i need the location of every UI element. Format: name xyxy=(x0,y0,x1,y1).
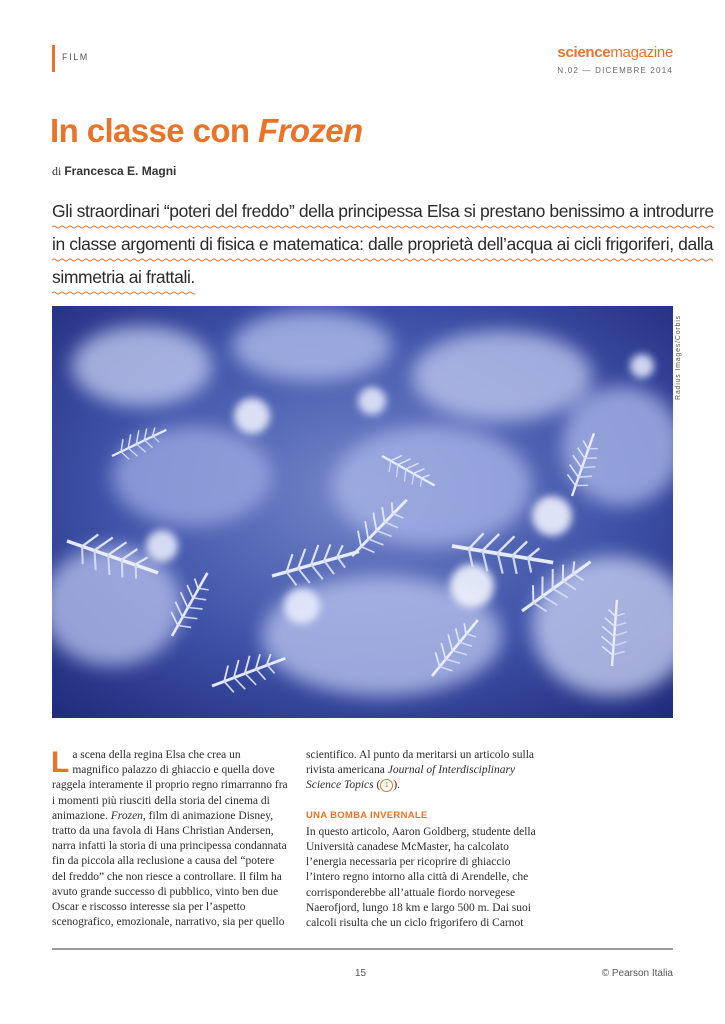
byline xyxy=(52,164,176,179)
title-text: In classe con xyxy=(50,112,259,149)
title-film-name: Frozen xyxy=(258,112,363,149)
brand-light: magazine xyxy=(610,44,673,61)
reference-link-icon[interactable]: 1 xyxy=(380,779,393,792)
frost-crystals-image xyxy=(52,306,673,718)
brand-bold: science xyxy=(557,44,611,61)
section-accent-bar xyxy=(52,45,55,72)
article-title xyxy=(50,112,363,150)
body-column-1 xyxy=(52,748,289,930)
body-paragraph xyxy=(52,748,289,930)
footer-rule xyxy=(52,948,673,950)
lede-line: simmetria ai frattali. xyxy=(52,262,195,295)
frost-crystals-photo xyxy=(52,306,673,718)
body-column-2 xyxy=(306,748,543,931)
publisher-credit: © Pearson Italia xyxy=(601,968,673,979)
body-text: , film di animazione Disney, tratto da una favola di Hans Christian Andersen, narra infatti la storia di una principessa condannata fin da piccola alla reclusione a causa del “potere del freddo” che non riesce a controllare. Il film ha avuto grande successo di pubblico, vinto ben due Oscar e riscosso interesse sia per l’aspetto scenografico, emozionale, narrativo, sia per quello xyxy=(52,809,287,929)
page-number: 15 xyxy=(355,968,367,979)
article-lede xyxy=(52,196,714,295)
journal-name: Journal of Interdisciplinary Science Topics xyxy=(306,764,516,792)
section-label: FILM xyxy=(62,52,89,62)
magazine-logo xyxy=(557,44,673,61)
lede-line: in classe argomenti di fisica e matematica: dalle proprietà dell’acqua ai cicli frigoriferi, dalla xyxy=(52,229,713,262)
film-title-inline: Frozen xyxy=(110,809,143,822)
photo-credit-wrap xyxy=(675,315,685,400)
body-text: a scena della regina Elsa che crea un magnifico palazzo di ghiaccio e quella dove raggela interamente il proprio regno rimarranno fra i momenti più riusciti della storia del cinema di animazione. xyxy=(52,749,288,822)
body-paragraph: In questo articolo, Aaron Goldberg, studente della Università canadese McMaster, ha calcolato l’energia necessaria per ricoprire di ghiaccio l’intero regno intorno alla città di Arendelle, che corrisponderebbe all’attuale fiordo norvegese Naerofjord, lungo 18 km e largo 500 m. Dai suoi calcoli risulta che un ciclo frigorifero di Carnot xyxy=(306,825,536,930)
body-text: scientifico. Al punto da meritarsi un articolo sulla rivista americana xyxy=(306,749,535,777)
byline-prefix: di xyxy=(52,164,62,178)
author-name: Francesca E. Magni xyxy=(64,164,177,178)
drop-cap: L xyxy=(51,746,70,779)
lede-line: Gli straordinari “poteri del freddo” della principessa Elsa si prestano benissimo a introdurre xyxy=(52,196,714,229)
body-paragraph: scientifico. Al punto da meritarsi un articolo sulla rivista americana Journal of Interdisciplinary Science Topics ( 1 ). xyxy=(306,749,535,792)
issue-info: N.02 — DICEMBRE 2014 xyxy=(557,66,673,75)
photo-credit: Radius Images/Corbis xyxy=(675,315,682,400)
section-subhead: UNA BOMBA INVERNALE xyxy=(306,809,428,821)
body-text: ). xyxy=(393,779,401,792)
